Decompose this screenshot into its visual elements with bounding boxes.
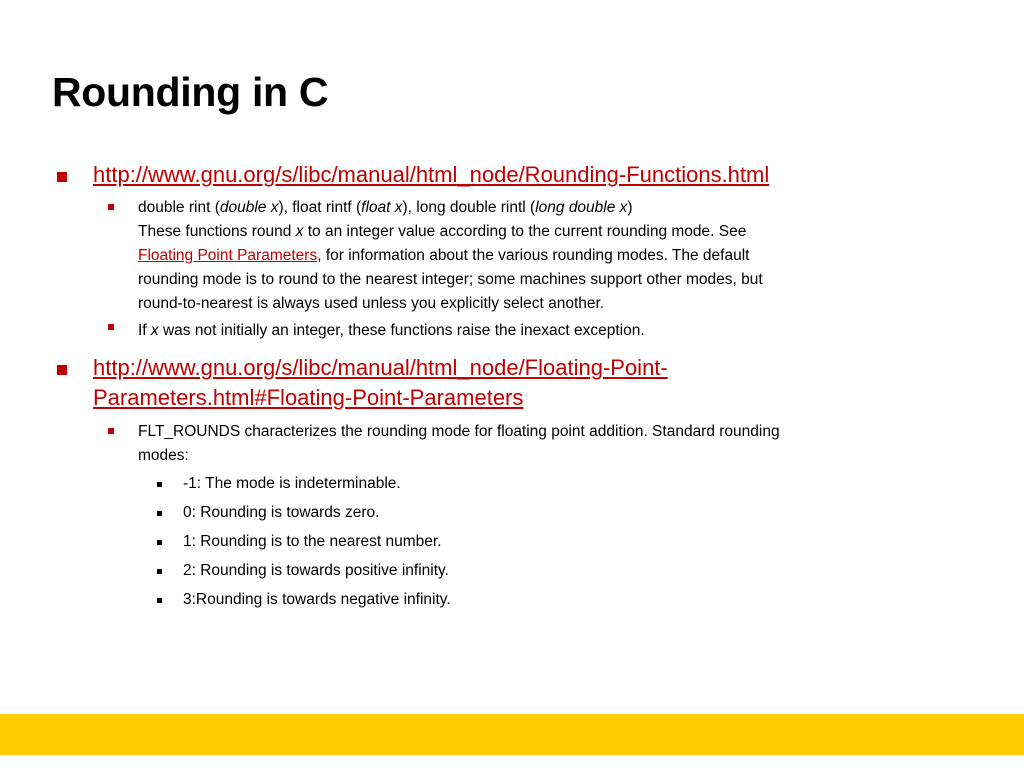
text-segment: ), long double rintl ( bbox=[402, 199, 536, 216]
level3-bullet-icon bbox=[157, 569, 162, 574]
text-segment: These functions round bbox=[138, 223, 296, 240]
text-segment: was not initially an integer, these functions raise the inexact exception. bbox=[158, 322, 645, 339]
level2-item bbox=[138, 420, 918, 468]
text-line: modes: bbox=[138, 447, 189, 464]
level3-item: 2: Rounding is towards positive infinity. bbox=[183, 562, 449, 579]
floating-point-parameters-url-link-part1[interactable]: http://www.gnu.org/s/libc/manual/html_node/Floating-Point- bbox=[93, 355, 668, 380]
text-segment: ) bbox=[627, 199, 633, 216]
footer-accent-bar bbox=[0, 714, 1024, 755]
level1-item bbox=[93, 353, 953, 413]
italic-segment: double x bbox=[219, 199, 279, 216]
level3-item: 3:Rounding is towards negative infinity. bbox=[183, 591, 451, 608]
level3-bullet-icon bbox=[157, 511, 162, 516]
level1-bullet-icon bbox=[57, 365, 67, 375]
level1-bullet-icon bbox=[57, 172, 67, 182]
text-line: round-to-nearest is always used unless you explicitly select another. bbox=[138, 295, 605, 312]
text-line bbox=[138, 196, 918, 220]
italic-segment: float x bbox=[361, 199, 403, 216]
level2-item bbox=[138, 319, 918, 343]
level3-item: 0: Rounding is towards zero. bbox=[183, 504, 380, 521]
link-line bbox=[93, 353, 953, 383]
text-segment: ), float rintf ( bbox=[278, 199, 362, 216]
level3-bullet-icon bbox=[157, 598, 162, 603]
level2-item bbox=[138, 196, 918, 316]
floating-point-parameters-link[interactable]: Floating Point Parameters bbox=[138, 247, 318, 264]
text-line bbox=[138, 244, 918, 268]
text-line bbox=[138, 220, 918, 244]
level3-item: 1: Rounding is to the nearest number. bbox=[183, 533, 442, 550]
text-segment: double rint ( bbox=[138, 199, 220, 216]
level2-bullet-icon bbox=[108, 428, 114, 434]
rounding-functions-link[interactable]: http://www.gnu.org/s/libc/manual/html_node/Rounding-Functions.html bbox=[93, 162, 770, 187]
level3-bullet-icon bbox=[157, 482, 162, 487]
level3-item: -1: The mode is indeterminable. bbox=[183, 475, 401, 492]
link-line bbox=[93, 383, 953, 413]
text-segment: to an integer value according to the current rounding mode. See bbox=[303, 223, 747, 240]
text-line: FLT_ROUNDS characterizes the rounding mode for floating point addition. Standard rounding bbox=[138, 423, 780, 440]
slide-title: Rounding in C bbox=[52, 69, 329, 115]
italic-segment: long double x bbox=[535, 199, 628, 216]
level2-bullet-icon bbox=[108, 204, 114, 210]
floating-point-parameters-url-link-part2[interactable]: Parameters.html#Floating-Point-Parameters bbox=[93, 385, 524, 410]
text-segment: If bbox=[138, 322, 151, 339]
level3-bullet-icon bbox=[157, 540, 162, 545]
text-line: rounding mode is to round to the nearest integer; some machines support other modes, but bbox=[138, 271, 763, 288]
level2-bullet-icon bbox=[108, 324, 114, 330]
italic-segment: x bbox=[150, 322, 159, 339]
level1-item bbox=[93, 160, 953, 190]
italic-segment: x bbox=[295, 223, 304, 240]
text-segment: , for information about the various rounding modes. The default bbox=[317, 247, 750, 264]
